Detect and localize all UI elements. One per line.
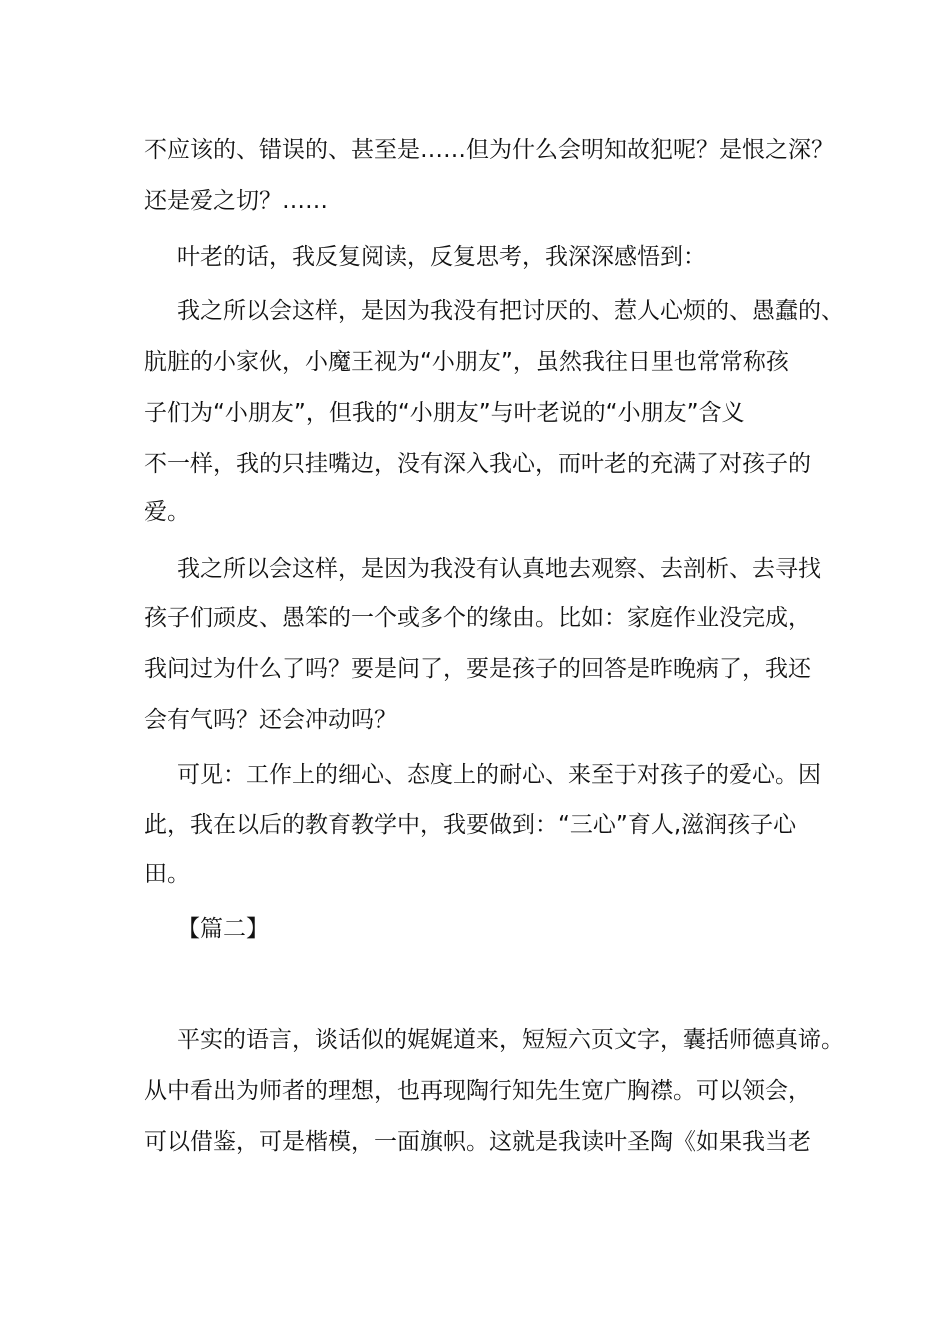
- paragraph-line: 从中看出为师者的理想，也再现陶行知先生宽广胸襟。可以领会，: [144, 1078, 811, 1104]
- paragraph-line: 还是爱之切？……: [144, 188, 328, 214]
- paragraph-line: 田。: [144, 861, 190, 887]
- paragraph-line: 我之所以会这样，是因为我没有把讨厌的、惹人心烦的、愚蠢的、: [177, 298, 844, 324]
- paragraph-line: 叶老的话，我反复阅读，反复思考，我深深感悟到：: [177, 244, 706, 270]
- paragraph-line: 子们为“小朋友”，但我的“小朋友”与叶老说的“小朋友”含义: [144, 400, 745, 426]
- section-heading: 【篇二】: [177, 916, 269, 942]
- paragraph-line: 我之所以会这样，是因为我没有认真地去观察、去剖析、去寻找: [177, 556, 821, 582]
- paragraph-line: 不应该的、错误的、甚至是……但为什么会明知故犯呢？是恨之深？: [144, 137, 834, 163]
- paragraph-line: 我问过为什么了吗？要是问了，要是孩子的回答是昨晚病了，我还: [144, 656, 811, 682]
- paragraph-line: 不一样，我的只挂嘴边，没有深入我心，而叶老的充满了对孩子的: [144, 451, 811, 477]
- paragraph-line: 爱。: [144, 499, 190, 525]
- paragraph-line: 会有气吗？还会冲动吗？: [144, 707, 397, 733]
- paragraph-line: 可以借鉴，可是楷模，一面旗帜。这就是我读叶圣陶《如果我当老: [144, 1129, 811, 1155]
- paragraph-line: 此，我在以后的教育教学中，我要做到：“三心”育人,滋润孩子心: [144, 812, 797, 838]
- paragraph-line: 可见：工作上的细心、态度上的耐心、来至于对孩子的爱心。因: [177, 762, 821, 788]
- paragraph-line: 平实的语言，谈话似的娓娓道来，短短六页文字，囊括师德真谛。: [177, 1027, 844, 1053]
- paragraph-line: 肮脏的小家伙，小魔王视为“小朋友”，虽然我往日里也常常称孩: [144, 349, 789, 375]
- paragraph-line: 孩子们顽皮、愚笨的一个或多个的缘由。比如：家庭作业没完成，: [144, 605, 811, 631]
